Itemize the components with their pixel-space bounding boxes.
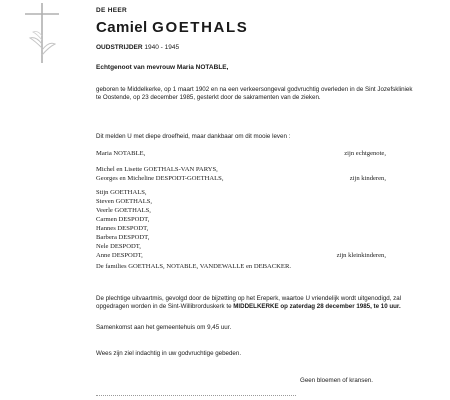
- family-member: Anne DESPODT,: [96, 252, 143, 259]
- family-member: Barbera DESPODT,: [96, 234, 150, 241]
- family-row: [96, 225, 386, 234]
- deceased-name: [96, 19, 248, 36]
- family-member: Stijn GOETHALS,: [96, 189, 147, 196]
- family-row: [96, 166, 386, 175]
- intro-line: Dit melden U met diepe droefheid, maar dankbaar om dit mooie leven :: [96, 133, 291, 140]
- family-member: Georges en Micheline DESPODT-GOETHALS,: [96, 175, 224, 182]
- family-row: [96, 198, 386, 207]
- title-prefix: DE HEER: [96, 7, 127, 14]
- family-relation: zijn kinderen,: [349, 175, 386, 182]
- ceremony-text: [96, 295, 426, 311]
- first-name: Camiel: [96, 19, 148, 36]
- family-row: [96, 175, 386, 184]
- veteran-years: 1940 - 1945: [144, 44, 180, 51]
- no-flowers-line: Geen bloemen of kransen.: [300, 377, 373, 384]
- family-row: [96, 207, 386, 216]
- family-row: [96, 189, 386, 198]
- ceremony-place: MIDDELKERKE op zaterdag 28 december 1985, te 10 uur.: [233, 303, 401, 311]
- veteran-line: [96, 44, 179, 51]
- family-row: [96, 216, 386, 225]
- family-relation: zijn echtgenote,: [344, 150, 386, 157]
- family-member: Carmen DESPODT,: [96, 216, 150, 223]
- footer-divider: [96, 395, 296, 398]
- family-row: [96, 234, 386, 243]
- family-relation: zijn kleinkinderen,: [336, 252, 386, 259]
- families-line: De families GOETHALS, NOTABLE, VANDEWALLE en DEBACKER.: [96, 263, 291, 270]
- prayer-line: Wees zijn ziel indachtig in uw godvruchtige gebeden.: [96, 350, 242, 357]
- family-member: Michel en Lisette GOETHALS-VAN PARYS,: [96, 166, 218, 173]
- family-member: Steven GOETHALS,: [96, 198, 153, 205]
- ceremony-body: De plechtige uitvaartmis, gevolgd door de bijzetting op het Ereperk, waartoe U vriendelijk wordt uitgenodigd, zal opgedragen worden in de Sint-Willibrorduskerk te: [96, 295, 402, 311]
- family-member: Veerle GOETHALS,: [96, 207, 151, 214]
- cross-icon: [22, 2, 62, 64]
- family-row: [96, 243, 386, 252]
- gathering-line: Samenkomst aan het gemeentehuis om 9,45 uur.: [96, 324, 232, 331]
- surname: GOETHALS: [152, 19, 249, 36]
- family-row: [96, 252, 386, 261]
- family-member: Hannes DESPODT,: [96, 225, 149, 232]
- family-member: Maria NOTABLE,: [96, 150, 146, 157]
- family-row: [96, 150, 386, 159]
- veteran-label: OUDSTRIJDER: [96, 44, 143, 51]
- spouse-line: Echtgenoot van mevrouw Maria NOTABLE,: [96, 64, 229, 71]
- family-member: Nele DESPODT,: [96, 243, 141, 250]
- biography: geboren te Middelkerke, op 1 maart 1902 en na een verkeersongeval godvruchtig overleden in de Sint Jozefskliniek te Oostende, op 23 december 1985, gesterkt door de sakramenten van de zieken.: [96, 86, 413, 102]
